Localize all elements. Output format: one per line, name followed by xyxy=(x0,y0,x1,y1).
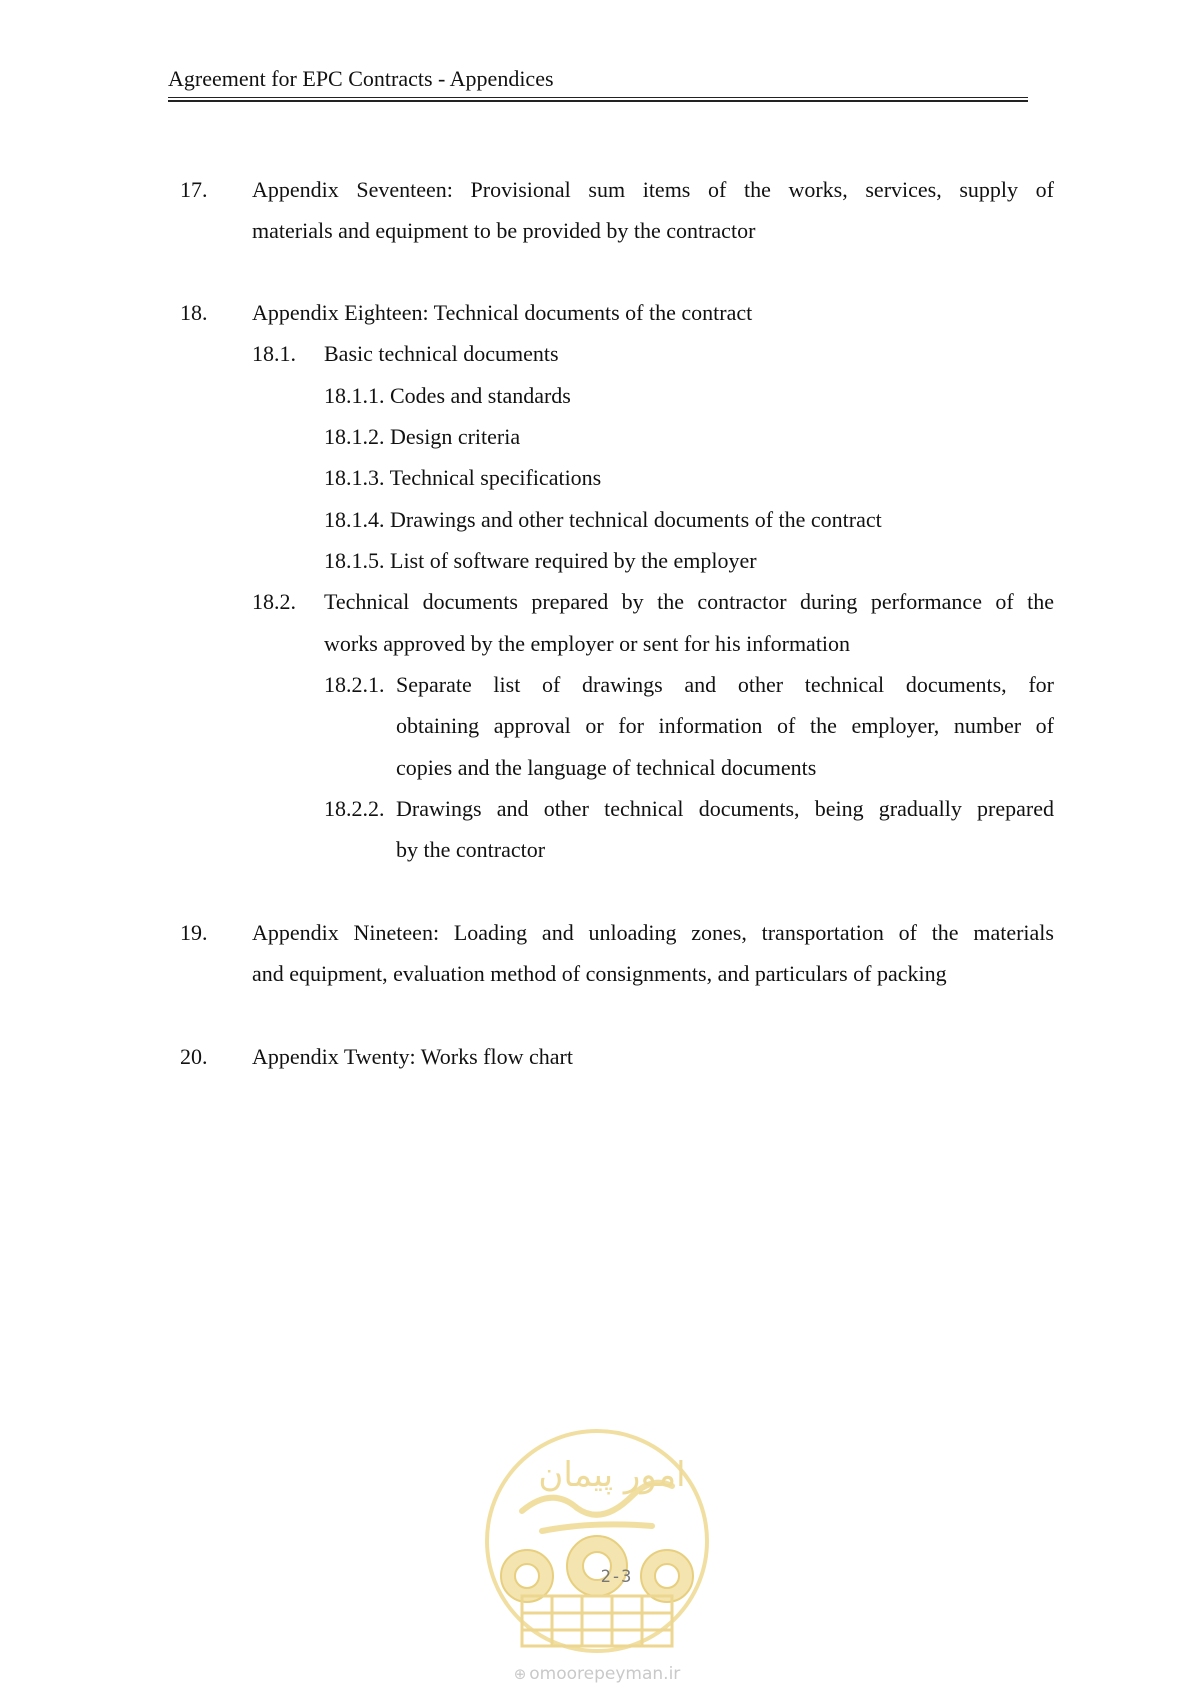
item-17-line-2: materials and equipment to be provided by the contractor xyxy=(252,218,756,243)
item-17-line-1: Appendix Seventeen: Provisional sum items of the works, services, supply of xyxy=(252,177,1054,202)
item-19-line-1: Appendix Nineteen: Loading and unloading zones, transportation of the materials xyxy=(252,920,1054,945)
item-18-2-line-1: Technical documents prepared by the contractor during performance of the xyxy=(324,589,1054,614)
globe-icon: ⊕ xyxy=(513,1665,527,1683)
page-number: 2-3 xyxy=(600,1567,632,1587)
item-18-number: 18. xyxy=(180,300,208,325)
item-18-2-2-line-2: by the contractor xyxy=(396,837,546,862)
item-18-2-number: 18.2. xyxy=(252,589,296,614)
item-18-2-1-number: 18.2.1. xyxy=(324,672,385,697)
item-18-2-1-line-2: obtaining approval or for information of the employer, number of xyxy=(396,713,1054,738)
item-18-1-text: Basic technical documents xyxy=(324,341,559,366)
header-rule xyxy=(168,97,1028,102)
website-text: omoorepeyman.ir xyxy=(529,1664,681,1684)
item-18-2-1-line-1: Separate list of drawings and other technical documents, for xyxy=(396,672,1054,697)
item-18-1-1: 18.1.1. Codes and standards xyxy=(324,383,571,408)
watermark-logo xyxy=(482,1426,712,1656)
item-19-line-2: and equipment, evaluation method of consignments, and particulars of packing xyxy=(252,961,947,986)
item-18-2-2-number: 18.2.2. xyxy=(324,796,385,821)
item-18-2-2-line-1: Drawings and other technical documents, being gradually prepared xyxy=(396,796,1054,821)
item-18-1-5: 18.1.5. List of software required by the employer xyxy=(324,548,757,573)
item-18-line-1: Appendix Eighteen: Technical documents of the contract xyxy=(252,300,753,325)
item-18-2-1-line-3: copies and the language of technical documents xyxy=(396,755,817,780)
item-18-1-3: 18.1.3. Technical specifications xyxy=(324,465,602,490)
item-18-2-line-2: works approved by the employer or sent for his information xyxy=(324,631,851,656)
item-18-1-number: 18.1. xyxy=(252,341,296,366)
item-17-number: 17. xyxy=(180,177,208,202)
item-20-line-1: Appendix Twenty: Works flow chart xyxy=(252,1044,573,1069)
running-header: Agreement for EPC Contracts - Appendices xyxy=(168,66,554,91)
item-18-1-2: 18.1.2. Design criteria xyxy=(324,424,521,449)
watermark-logo-text: امور پیمان xyxy=(538,1455,686,1495)
item-19-number: 19. xyxy=(180,920,208,945)
item-18-1-4: 18.1.4. Drawings and other technical documents of the contract xyxy=(324,507,882,532)
website-watermark xyxy=(492,1664,702,1684)
item-20-number: 20. xyxy=(180,1044,208,1069)
